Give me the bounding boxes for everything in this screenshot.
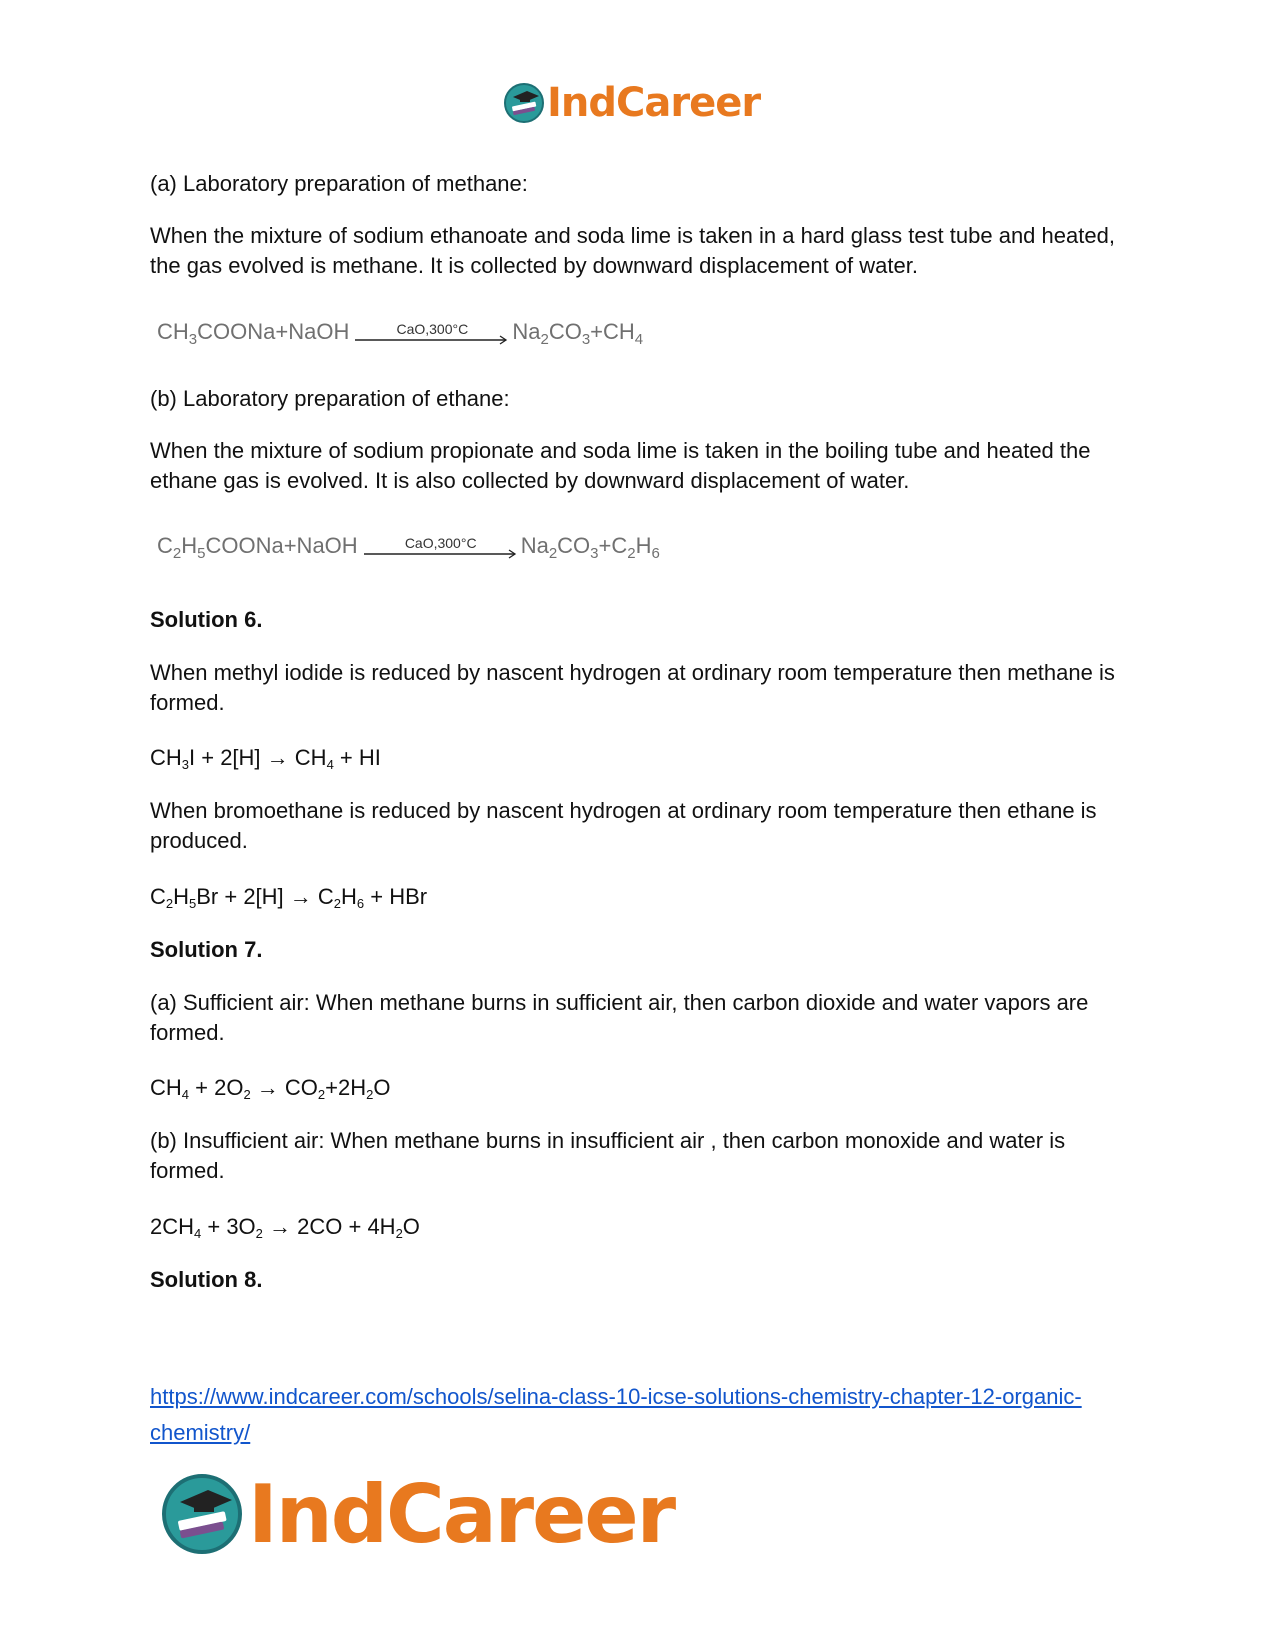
- solution-8-heading: Solution 8.: [150, 1267, 263, 1292]
- source-url-link[interactable]: https://www.indcareer.com/schools/selina-class-10-icse-solutions-chemistry-chapter-12-organic-chemistry/: [150, 1384, 1082, 1445]
- complete-combustion-equation: $CH_4 + 2O_2 \to CO_2+2H_2O$: [150, 1075, 391, 1102]
- solution-7-text-2: (b) Insufficient air: When methane burns in insufficient air , then carbon monoxide and water is formed.: [150, 1128, 1066, 1183]
- section-b-text: When the mixture of sodium propionate and soda lime is taken in the boiling tube and heated the ethane gas is evolved. It is also collected by downward displacement of water.: [150, 438, 1091, 493]
- solution-6-heading: Solution 6.: [150, 607, 263, 632]
- methane-reaction-equation: [157, 315, 644, 348]
- section-b-heading: (b) Laboratory preparation of ethane:: [150, 386, 510, 411]
- header-logo: [503, 78, 760, 128]
- graduation-book-icon: [503, 82, 545, 124]
- section-a-heading: (a) Laboratory preparation of methane:: [150, 171, 528, 196]
- solution-6-text-2: When bromoethane is reduced by nascent hydrogen at ordinary room temperature then ethane is produced.: [150, 798, 1097, 853]
- reaction-arrow: [364, 529, 518, 559]
- reaction-products: $Na_2CO_3+CH_4$: [512, 319, 644, 348]
- reaction-reactants: $CH_3COONa+NaOH$: [157, 319, 350, 348]
- methyl-iodide-equation: $CH_3I + 2[H] \to CH_4$ + HI: [150, 745, 381, 772]
- incomplete-combustion-equation: $2CH_4 + 3O_2 \to 2CO + 4H_2O$: [150, 1214, 420, 1241]
- brand-name: IndCareer: [248, 1467, 675, 1561]
- arrow-icon: [355, 335, 509, 345]
- reaction-reactants: $C_2H_5COONa+NaOH$: [157, 533, 358, 562]
- solution-6-text-1: When methyl iodide is reduced by nascent hydrogen at ordinary room temperature then methane is formed.: [150, 660, 1115, 715]
- reaction-arrow: [355, 315, 509, 345]
- bromoethane-equation: $C_2H_5Br + 2[H] \to C_2H_6$ + HBr: [150, 884, 428, 911]
- graduation-book-icon: [160, 1472, 244, 1556]
- footer-logo: [160, 1467, 674, 1561]
- section-a-text: When the mixture of sodium ethanoate and soda lime is taken in a hard glass test tube and heated, the gas evolved is methane. It is collected by downward displacement of water.: [150, 223, 1115, 278]
- reaction-condition: CaO,300°C: [396, 321, 469, 337]
- brand-name: IndCareer: [547, 80, 761, 126]
- solution-7-text-1: (a) Sufficient air: When methane burns in sufficient air, then carbon dioxide and water vapors are formed.: [150, 990, 1089, 1045]
- solution-7-heading: Solution 7.: [150, 937, 263, 962]
- arrow-icon: [364, 549, 518, 559]
- reaction-condition: CaO,300°C: [404, 535, 477, 551]
- ethane-reaction-equation: [157, 529, 660, 562]
- reaction-products: $Na_2CO_3+C_2H_6$: [520, 533, 660, 562]
